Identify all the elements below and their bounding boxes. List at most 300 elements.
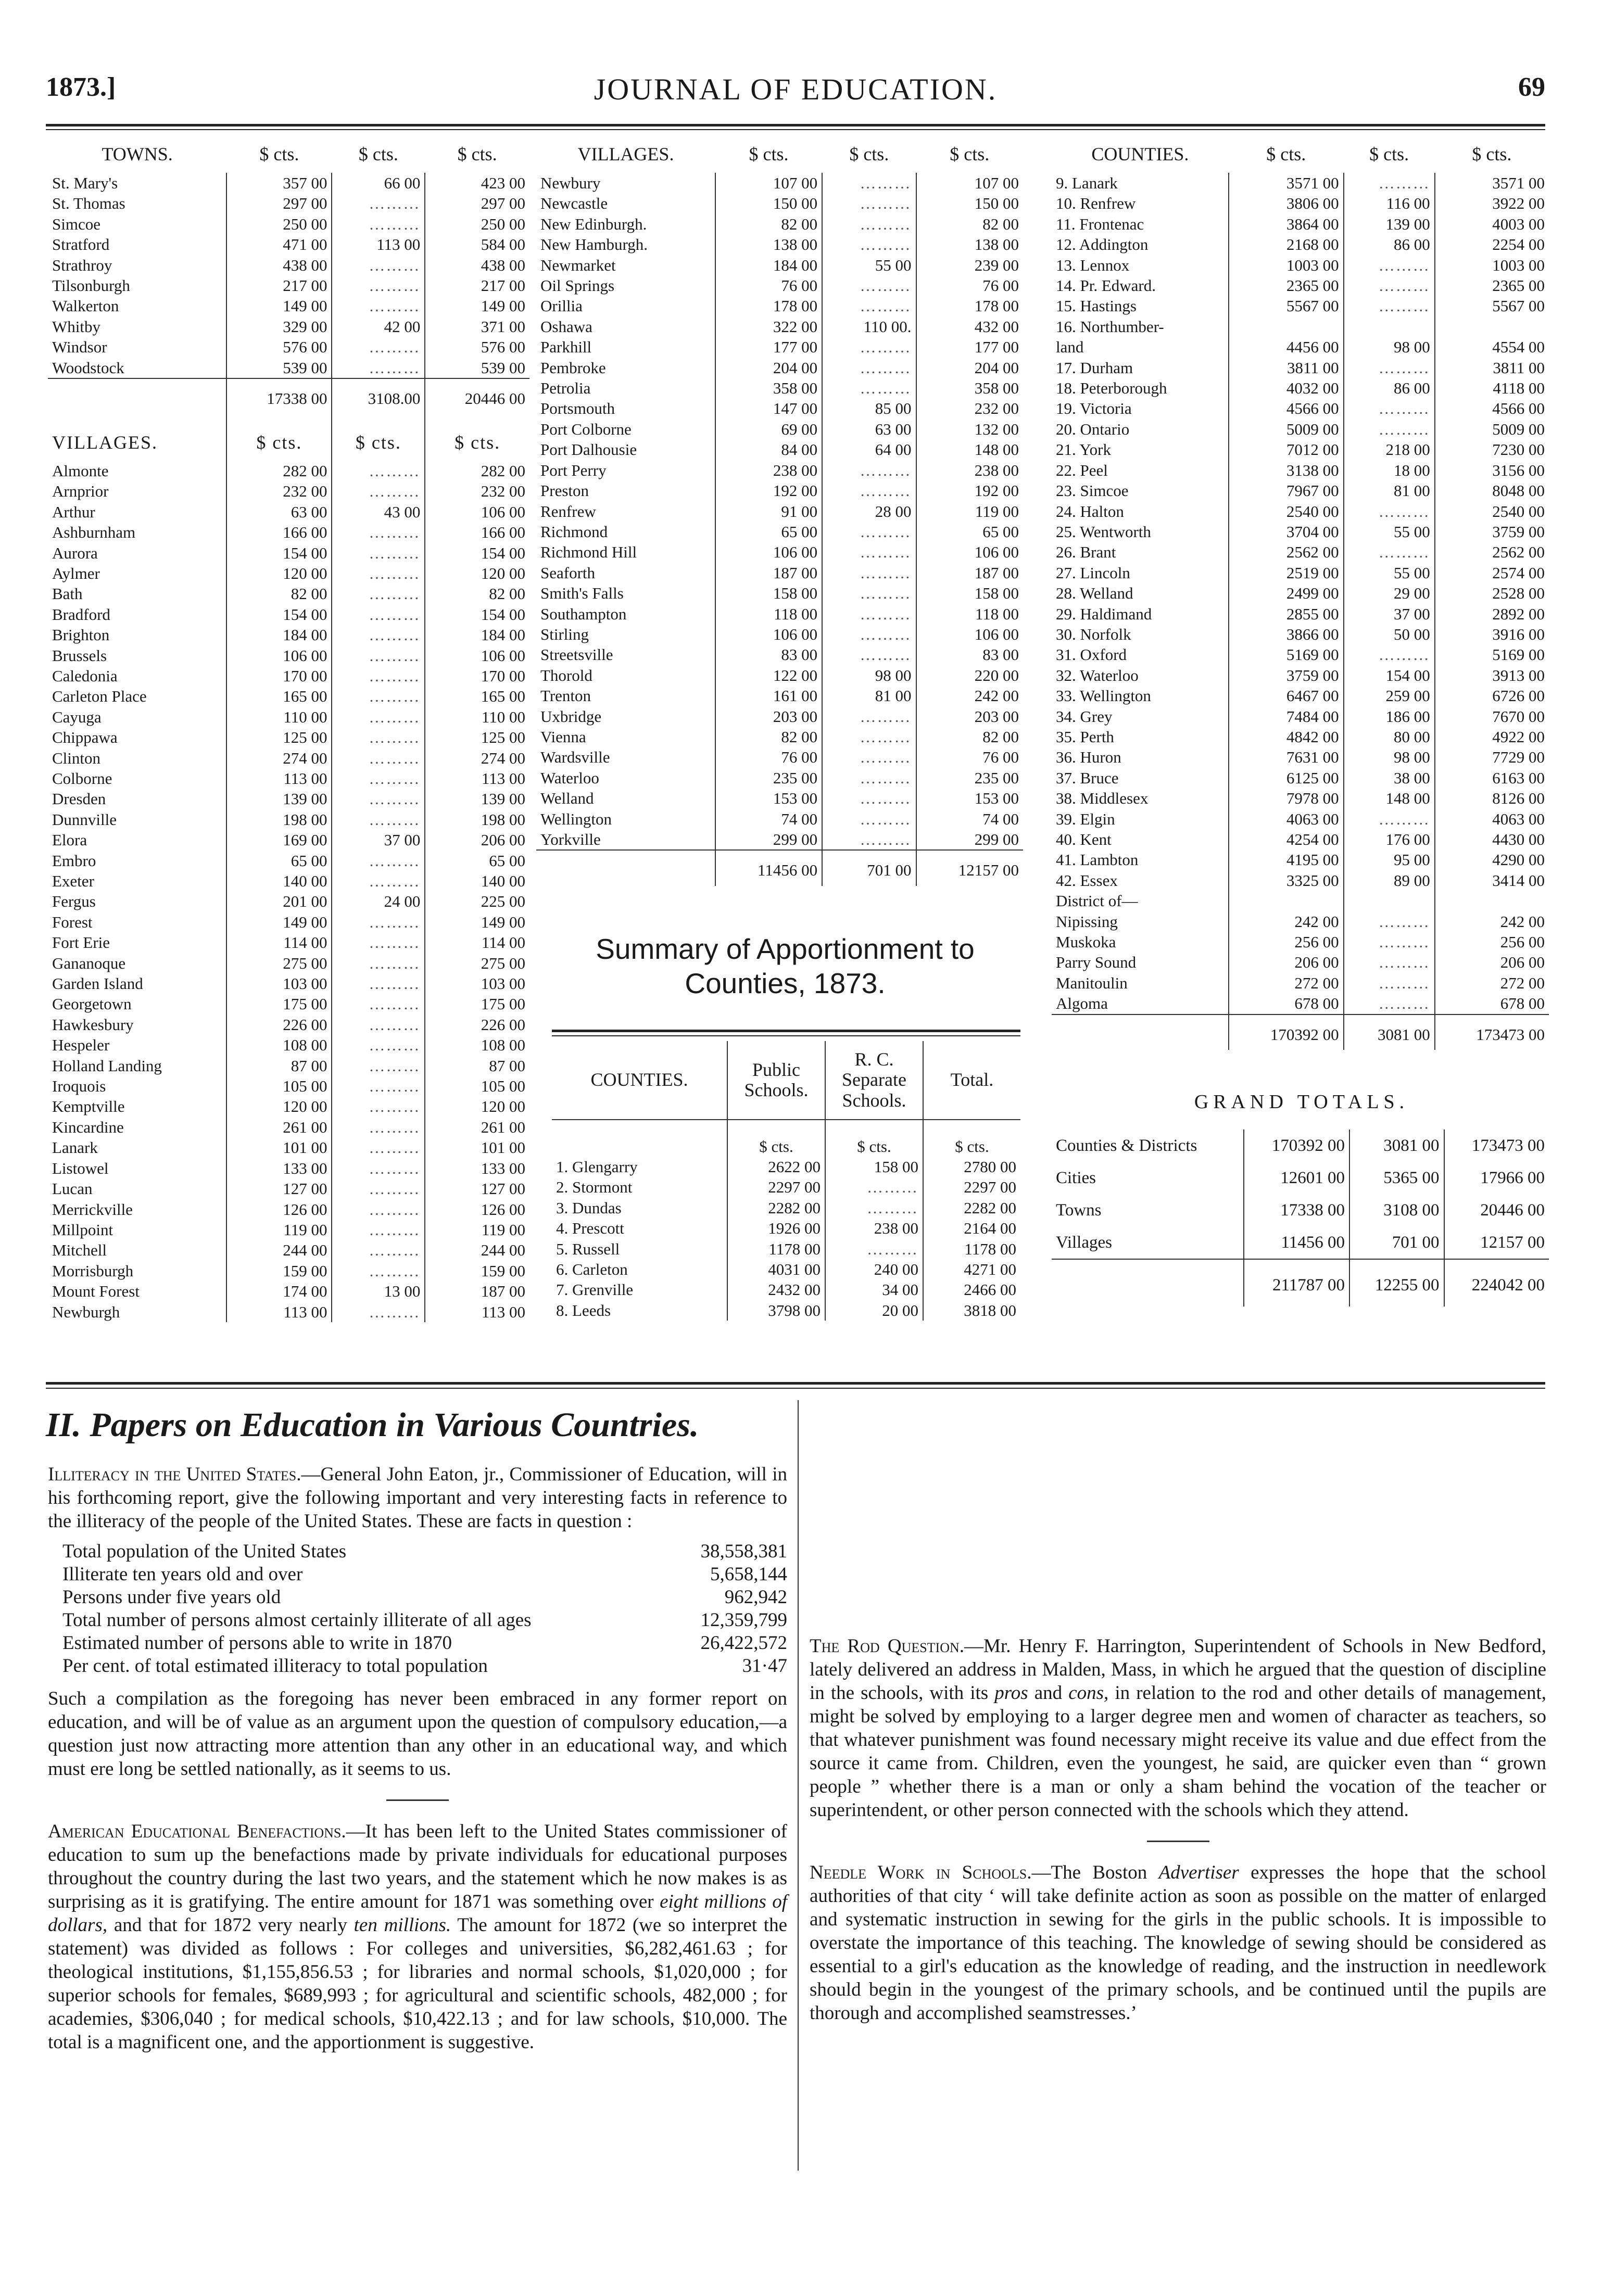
county-row-a: 4842 00	[1229, 727, 1344, 747]
county-row	[1052, 522, 1549, 542]
village-row-name: Hespeler	[52, 1036, 110, 1055]
summary-row-b: 20 00	[825, 1300, 923, 1321]
village-row-b: ………	[822, 173, 916, 193]
county-row-c: 4003 00	[1435, 214, 1549, 234]
fact-label: Illiterate ten years old and over	[62, 1564, 303, 1585]
village-row	[536, 604, 1023, 624]
village-row-c: 275 00	[425, 953, 529, 973]
col-heading: $ cts.	[923, 1120, 1020, 1157]
grand-row-name: Towns	[1056, 1201, 1102, 1220]
counties-header-row	[1052, 136, 1549, 173]
summary-row-name: 5. Russell	[556, 1239, 620, 1258]
village-row-b: ………	[332, 973, 425, 994]
village-row-name: Forest	[52, 912, 93, 931]
village-row-b: ………	[332, 666, 425, 686]
county-row	[1052, 255, 1549, 275]
county-row-name: Nipissing	[1056, 912, 1118, 931]
village-row-b: ………	[822, 275, 916, 296]
town-row-c: 584 00	[425, 234, 529, 255]
village-row-c: 76 00	[916, 747, 1023, 767]
fact-row	[48, 1540, 787, 1563]
county-row-b: ………	[1344, 275, 1435, 296]
village-row-name: Richmond Hill	[540, 543, 637, 562]
grand-row-b: 5365 00	[1349, 1162, 1444, 1194]
village-row-b: 63 00	[822, 419, 916, 439]
county-row-name: 23. Simcoe	[1056, 481, 1129, 500]
village-row-c: 138 00	[916, 234, 1023, 255]
summary-row-a: 1926 00	[727, 1218, 825, 1238]
village-row-c: 82 00	[916, 214, 1023, 234]
county-row-c: 2254 00	[1435, 234, 1549, 255]
village-row-c: 204 00	[916, 358, 1023, 378]
village-row-c: 119 00	[916, 501, 1023, 522]
village-row	[48, 1220, 529, 1240]
column-divider	[798, 1400, 799, 2171]
village-row-name: Georgetown	[52, 995, 132, 1013]
village-row	[536, 706, 1023, 727]
village-row-b: ………	[332, 1117, 425, 1137]
county-row-b: 116 00	[1344, 193, 1435, 213]
village-row	[48, 809, 529, 830]
col-heading: $ cts.	[1472, 144, 1512, 165]
county-row-b: 50 00	[1344, 624, 1435, 644]
county-row	[1052, 870, 1549, 891]
village-row	[48, 563, 529, 583]
village-row-c: 232 00	[916, 398, 1023, 418]
village-row-c: 358 00	[916, 378, 1023, 398]
village-row	[48, 932, 529, 953]
town-row-a: 329 00	[226, 316, 332, 337]
village-row-b: ………	[332, 1056, 425, 1076]
county-row-c: 242 00	[1435, 911, 1549, 932]
village-row-a: 84 00	[715, 439, 822, 460]
village-row-name: New Edinburgh.	[540, 214, 647, 233]
village-row-c: 184 00	[425, 625, 529, 645]
village-row-c: 238 00	[916, 460, 1023, 480]
fact-label: Per cent. of total estimated illiteracy to total population	[62, 1655, 488, 1677]
grand-row-name: Cities	[1056, 1169, 1096, 1187]
fact-label: Total population of the United States	[62, 1541, 347, 1562]
village-row-a: 83 00	[715, 644, 822, 665]
fact-value: 26,422,572	[700, 1632, 787, 1654]
counties-total-row	[1052, 1014, 1549, 1050]
summary-h-public: Public Schools.	[727, 1041, 825, 1120]
county-row-name: 35. Perth	[1056, 727, 1114, 746]
summary-row-name: 7. Grenville	[556, 1280, 634, 1299]
county-row-c: 8126 00	[1435, 788, 1549, 808]
village-row-a: 82 00	[226, 583, 332, 604]
towns-total-label	[48, 378, 226, 414]
summary-row-a: 2282 00	[727, 1198, 825, 1218]
county-row-c: 256 00	[1435, 932, 1549, 952]
county-row-a: 7967 00	[1229, 480, 1344, 501]
summary-row	[552, 1239, 1020, 1259]
summary-row-a: 2432 00	[727, 1279, 825, 1300]
village-row-name: Welland	[540, 789, 594, 808]
village-row-c: 76 00	[916, 275, 1023, 296]
summary-row-c: 3818 00	[923, 1300, 1020, 1321]
village-row	[48, 768, 529, 789]
village-row-c: 153 00	[916, 788, 1023, 808]
county-row-a: 7978 00	[1229, 788, 1344, 808]
village-row-b: ………	[332, 583, 425, 604]
county-row-a: 5567 00	[1229, 296, 1344, 316]
village-row	[48, 912, 529, 932]
county-row	[1052, 747, 1549, 767]
village-row-name: Clinton	[52, 749, 101, 767]
village-row-b: ………	[332, 686, 425, 706]
village-row-b: ………	[332, 481, 425, 501]
town-row-c: 371 00	[425, 316, 529, 337]
village-row-a: 153 00	[715, 788, 822, 808]
summary-row-a: 2297 00	[727, 1177, 825, 1197]
village-row	[536, 768, 1023, 788]
county-row-b: 186 00	[1344, 706, 1435, 727]
village-row	[536, 480, 1023, 501]
village-row-b: ………	[332, 1178, 425, 1199]
village-row-b: ………	[822, 460, 916, 480]
village-row-b: ………	[822, 296, 916, 316]
town-row-c: 297 00	[425, 193, 529, 213]
county-row-b: ………	[1344, 644, 1435, 665]
village-row-b: ………	[822, 829, 916, 850]
village-row-b: ………	[332, 789, 425, 809]
village-row-a: 201 00	[226, 891, 332, 911]
village-row-a: 127 00	[226, 1178, 332, 1199]
village-row	[48, 583, 529, 604]
header-rule-thin	[46, 129, 1545, 130]
village-row-b: ………	[332, 851, 425, 871]
county-row	[1052, 480, 1549, 501]
county-row-a: 4032 00	[1229, 378, 1344, 398]
county-row-c: 4566 00	[1435, 398, 1549, 418]
counties-total-label	[1052, 1014, 1229, 1050]
village-row-name: Elora	[52, 831, 87, 849]
village-row-name: Almonte	[52, 461, 109, 480]
village-row-c: 239 00	[916, 255, 1023, 275]
village-row-c: 225 00	[425, 891, 529, 911]
summary-row-name: 2. Stormont	[556, 1178, 633, 1197]
village-row-name: Oshawa	[540, 317, 592, 336]
village-row-c: 261 00	[425, 1117, 529, 1137]
village-row-name: Holland Landing	[52, 1056, 162, 1075]
county-row	[1052, 665, 1549, 686]
benefactions-text3: The amount for 1872 (we so interpret the statement) was divided as follows : For colleges and universities, $6,282,461.63 ; for theological institutions, $1,155,856.53 ; for libraries and normal schools, $1,020,000 ; for superior schools for females, $689,993 ; for agricultural and scientific schools, 482,000 ; for academies, $306,040 ; for medical schools, $10,422.13 ; and for law schools, $10,000. The total is a magnificent one, and the apportionment is suggestive.	[48, 1914, 788, 2053]
village-row-a: 65 00	[715, 522, 822, 542]
village-row-a: 150 00	[715, 193, 822, 213]
county-row	[1052, 932, 1549, 952]
village-row-c: 235 00	[916, 768, 1023, 788]
village-row-c: 106 00	[916, 624, 1023, 644]
county-row	[1052, 624, 1549, 644]
town-row-name: Windsor	[52, 338, 107, 357]
village-row-c: 65 00	[425, 851, 529, 871]
summary-row-b: 158 00	[825, 1157, 923, 1177]
counties-heading: COUNTIES.	[1091, 144, 1189, 165]
village-row-a: 107 00	[715, 173, 822, 193]
town-row-a: 297 00	[226, 193, 332, 213]
village-row-b: 37 00	[332, 830, 425, 850]
fact-value: 12,359,799	[700, 1609, 787, 1631]
summary-row-name: 8. Leeds	[556, 1301, 611, 1320]
rod-mid: and	[1034, 1682, 1063, 1704]
fact-row	[48, 1609, 787, 1632]
village-row-c: 120 00	[425, 563, 529, 583]
county-row	[1052, 296, 1549, 316]
summary-row-name: 6. Carleton	[556, 1260, 628, 1279]
county-row	[1052, 358, 1549, 378]
village-row-b: ………	[332, 1035, 425, 1055]
village-row-name: Smith's Falls	[540, 584, 624, 603]
summary-row-b: 240 00	[825, 1259, 923, 1279]
county-row-b: ………	[1344, 911, 1435, 932]
county-row-name: 25. Wentworth	[1056, 522, 1151, 541]
needle-em1: Advertiser	[1158, 1862, 1239, 1883]
village-row	[536, 398, 1023, 418]
villages2-total-b: 701 00	[822, 850, 916, 885]
county-row	[1052, 316, 1549, 337]
county-row-name: 38. Middlesex	[1056, 789, 1149, 808]
village-row-c: 282 00	[425, 461, 529, 481]
village-row-name: Cayuga	[52, 707, 102, 726]
village-row-c: 149 00	[425, 912, 529, 932]
county-row-a: 678 00	[1229, 993, 1344, 1014]
villages1-header-row	[48, 414, 529, 460]
village-row	[536, 644, 1023, 665]
grand-total-b: 12255 00	[1349, 1259, 1444, 1306]
village-row	[536, 193, 1023, 213]
county-row-b: 139 00	[1344, 214, 1435, 234]
county-row-name: 41. Lambton	[1056, 851, 1139, 869]
village-row	[536, 255, 1023, 275]
county-row-name: 17. Durham	[1056, 358, 1133, 377]
county-row-name: 13. Lennox	[1056, 256, 1130, 274]
village-row-a: 154 00	[226, 543, 332, 563]
summary-body	[552, 1157, 1020, 1321]
village-row-b: ………	[822, 768, 916, 788]
village-row-name: Garden Island	[52, 974, 143, 993]
town-row-c: 250 00	[425, 214, 529, 234]
county-row-b: 98 00	[1344, 747, 1435, 767]
village-row	[536, 214, 1023, 234]
village-row-b: ………	[822, 747, 916, 767]
county-row-a: 6125 00	[1229, 768, 1344, 788]
counties-total-a: 170392 00	[1229, 1014, 1344, 1050]
county-row-name: Muskoka	[1056, 933, 1116, 952]
journal-title: JOURNAL OF EDUCATION.	[594, 72, 998, 106]
article-rule	[1147, 1841, 1209, 1842]
village-row-b: ………	[822, 480, 916, 501]
village-row-c: 154 00	[425, 604, 529, 625]
village-row-a: 169 00	[226, 830, 332, 850]
county-row-b	[1344, 316, 1435, 337]
village-row-name: Brighton	[52, 626, 110, 644]
county-row-a: 3864 00	[1229, 214, 1344, 234]
village-row	[48, 994, 529, 1014]
town-row-name: Stratford	[52, 235, 110, 254]
village-row-b: ………	[332, 1199, 425, 1220]
county-row-name: 31. Oxford	[1056, 645, 1127, 664]
county-row-c: 4922 00	[1435, 727, 1549, 747]
village-row-a: 178 00	[715, 296, 822, 316]
village-row	[536, 624, 1023, 644]
villages2-total-label	[536, 850, 715, 885]
town-row-a: 471 00	[226, 234, 332, 255]
county-row	[1052, 891, 1549, 911]
town-row-b: ………	[332, 255, 425, 275]
illiteracy-after: Such a compilation as the foregoing has never been embraced in any former report on education, and will be of value as an argument upon the question of compulsory education,—a question just now attracting more attention than any other in an educational way, and which must ere long be settled nationally, as it seems to us.	[48, 1688, 787, 1780]
town-row-a: 539 00	[226, 358, 332, 378]
rod-lead: The Rod Question.	[810, 1635, 965, 1657]
village-row-a: 187 00	[715, 563, 822, 583]
county-row-name: 21. York	[1056, 440, 1111, 459]
grand-row-a: 170392 00	[1244, 1130, 1349, 1162]
village-row	[48, 871, 529, 891]
grand-row-b: 3108 00	[1349, 1194, 1444, 1226]
county-row	[1052, 809, 1549, 829]
village-row-a: 103 00	[226, 973, 332, 994]
village-row	[48, 1240, 529, 1260]
village-row-c: 170 00	[425, 666, 529, 686]
village-row-c: 74 00	[916, 809, 1023, 829]
illiteracy-intro: —General John Eaton, jr., Commissioner of Education, will in his forthcoming report, give the following important and very interesting facts in reference to the illiteracy of the people of the United States. These are facts in question :	[48, 1464, 787, 1532]
village-row-a: 299 00	[715, 829, 822, 850]
village-row-a: 184 00	[715, 255, 822, 275]
summary-row-b: ………	[825, 1198, 923, 1218]
page-number: 69	[1518, 72, 1545, 102]
fact-value: 31·47	[742, 1655, 787, 1677]
village-row-a: 110 00	[226, 707, 332, 727]
village-row	[48, 789, 529, 809]
county-row-a: 5169 00	[1229, 644, 1344, 665]
county-row-b: ………	[1344, 501, 1435, 522]
village-row	[48, 830, 529, 850]
county-row-b: 95 00	[1344, 849, 1435, 870]
county-row	[1052, 419, 1549, 439]
village-row-name: Caledonia	[52, 666, 118, 685]
col-heading: $ cts.	[259, 144, 299, 165]
village-row	[48, 1158, 529, 1178]
county-row-b: 218 00	[1344, 439, 1435, 460]
village-row	[48, 461, 529, 481]
village-row	[48, 1302, 529, 1322]
col-heading: $ cts.	[727, 1120, 825, 1157]
county-row-a: 2519 00	[1229, 563, 1344, 583]
village-row-b: ………	[332, 748, 425, 768]
village-row-a: 125 00	[226, 727, 332, 747]
town-row-name: St. Mary's	[52, 174, 118, 192]
county-row-b: 18 00	[1344, 460, 1435, 480]
village-row	[536, 522, 1023, 542]
summary-row-c: 2780 00	[923, 1157, 1020, 1177]
county-row-a: 3138 00	[1229, 460, 1344, 480]
village-row-c: 106 00	[425, 502, 529, 522]
village-row	[536, 460, 1023, 480]
village-row-name: Port Perry	[540, 461, 607, 479]
county-row-name: 37. Bruce	[1056, 768, 1119, 787]
village-row	[48, 686, 529, 706]
towns-header-row	[48, 136, 529, 173]
village-row-c: 244 00	[425, 1240, 529, 1260]
counties-table	[1052, 136, 1549, 1050]
village-row-c: 206 00	[425, 830, 529, 850]
village-row-b: 85 00	[822, 398, 916, 418]
village-row-name: Uxbridge	[540, 707, 602, 726]
town-row-c: 149 00	[425, 296, 529, 316]
county-row-name: 29. Haldimand	[1056, 604, 1152, 623]
summary-row-a: 3798 00	[727, 1300, 825, 1321]
village-row-a: 133 00	[226, 1158, 332, 1178]
town-row-b: 42 00	[332, 316, 425, 337]
town-row-c: 423 00	[425, 173, 529, 193]
village-row-b: ………	[822, 604, 916, 624]
summary-row-a: 1178 00	[727, 1239, 825, 1259]
village-row-name: Port Colborne	[540, 420, 632, 438]
village-row-name: Thorold	[540, 666, 592, 684]
grand-row	[1052, 1194, 1549, 1226]
county-row-name: 34. Grey	[1056, 707, 1113, 726]
col-heading: $ cts.	[332, 414, 425, 460]
village-row	[536, 542, 1023, 562]
village-row	[48, 1199, 529, 1220]
facts-body	[48, 1540, 787, 1678]
village-row	[48, 666, 529, 686]
village-row-name: Port Dalhousie	[540, 440, 637, 459]
town-row-a: 438 00	[226, 255, 332, 275]
county-row	[1052, 275, 1549, 296]
illiteracy-lead: Illiteracy in the United States.	[48, 1464, 301, 1485]
village-row-b: 55 00	[822, 255, 916, 275]
county-row	[1052, 768, 1549, 788]
county-row	[1052, 993, 1549, 1014]
village-row-a: 161 00	[715, 686, 822, 706]
summary-row-b: 238 00	[825, 1218, 923, 1238]
summary-h-rc: R. C. Separate Schools.	[825, 1041, 923, 1120]
town-row-c: 438 00	[425, 255, 529, 275]
village-row-c: 106 00	[916, 542, 1023, 562]
village-row-name: Wellington	[540, 809, 612, 828]
village-row-b: ………	[822, 809, 916, 829]
county-row-a: 4456 00	[1229, 337, 1344, 357]
village-row-b: 28 00	[822, 501, 916, 522]
county-row	[1052, 849, 1549, 870]
county-row-a: 4063 00	[1229, 809, 1344, 829]
town-row-b: ………	[332, 337, 425, 357]
town-row-b: ………	[332, 214, 425, 234]
town-row-a: 149 00	[226, 296, 332, 316]
town-row-name: Tilsonburgh	[52, 276, 130, 295]
county-row	[1052, 727, 1549, 747]
village-row-a: 69 00	[715, 419, 822, 439]
county-row-name: 14. Pr. Edward.	[1056, 276, 1156, 295]
village-row	[48, 1281, 529, 1301]
village-row-name: Dresden	[52, 790, 106, 808]
county-row	[1052, 563, 1549, 583]
county-row-a: 4566 00	[1229, 398, 1344, 418]
village-row-c: 87 00	[425, 1056, 529, 1076]
col-heading: $ cts.	[1369, 144, 1409, 165]
village-row	[48, 1014, 529, 1035]
village-row-c: 139 00	[425, 789, 529, 809]
village-row-a: 140 00	[226, 871, 332, 891]
village-row-c: 187 00	[425, 1281, 529, 1301]
county-row-b	[1344, 891, 1435, 911]
village-row	[48, 748, 529, 768]
village-row-c: 125 00	[425, 727, 529, 747]
county-row-name: 22. Peel	[1056, 461, 1108, 479]
county-row	[1052, 337, 1549, 357]
county-row	[1052, 439, 1549, 460]
